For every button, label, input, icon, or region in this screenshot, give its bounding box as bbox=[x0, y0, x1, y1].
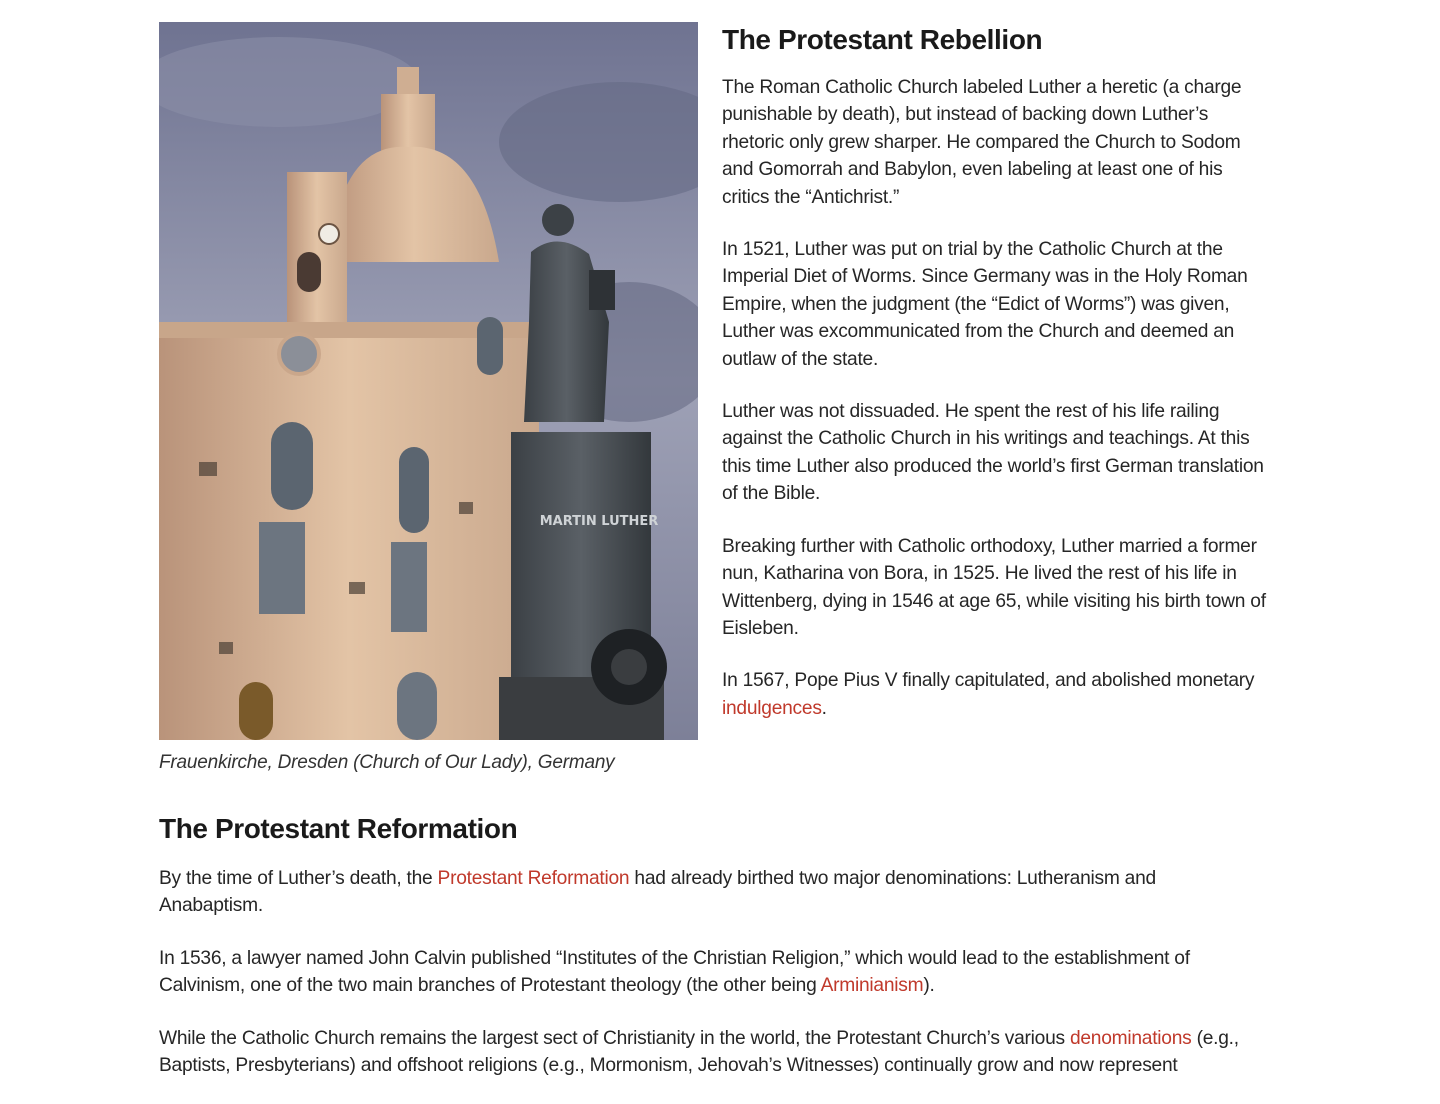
rebellion-paragraph-2: In 1521, Luther was put on trial by the Catholic Church at the Imperial Diet of Worms. Since Germany was in the Holy Roman Empire, when the judgment (the “Edict of Worms”) was given, Luther was excommunicated from the Church and deemed an outlaw of the state. bbox=[722, 239, 1248, 370]
r1-text-after: had already birthed two major denominations: Lutheranism and Anabaptism. bbox=[159, 868, 1156, 917]
rebellion-section bbox=[722, 24, 1267, 747]
rebellion-paragraph-1: The Roman Catholic Church labeled Luther a heretic (a charge punishable by death), but instead of backing down Luther’s rhetoric only grew sharper. He compared the Church to Sodom and Gomorrah and Babylon, even labeling at least one of his critics the “Antichrist.” bbox=[722, 77, 1242, 208]
r3-text-before: While the Catholic Church remains the largest sect of Christianity in the world, the Protestant Church’s various bbox=[159, 1027, 1070, 1049]
rebellion-paragraph-3: Luther was not dissuaded. He spent the rest of his life railing against the Catholic Church in his writings and teachings. At this this time Luther also produced the world’s first German translation of the Bible. bbox=[722, 401, 1264, 505]
rebellion-paragraph-5 bbox=[722, 667, 1267, 722]
arminianism-link[interactable]: Arminianism bbox=[820, 975, 924, 997]
figure-caption: Frauenkirche, Dresden (Church of Our Lady), Germany bbox=[159, 752, 615, 773]
reformation-paragraph-1 bbox=[159, 865, 1249, 920]
reformation-heading: The Protestant Reformation bbox=[159, 813, 518, 844]
reformation-section bbox=[159, 813, 1249, 1104]
denominations-link[interactable]: denominations bbox=[1069, 1027, 1192, 1049]
r2-text-after: ). bbox=[923, 975, 935, 997]
p5-text-before: In 1567, Pope Pius V finally capitulated, and abolished monetary bbox=[722, 670, 1255, 692]
article-figure bbox=[159, 22, 698, 774]
r3-text-after: (e.g., Baptists, Presbyterians) and offshoot religions (e.g., Mormonism, Jehovah’s Witnesses) continually grow and now represent bbox=[159, 1027, 1239, 1077]
protestant-reformation-link[interactable]: Protestant Reformation bbox=[437, 868, 630, 889]
frauenkirche-luther-photo bbox=[159, 22, 698, 740]
reformation-paragraph-3 bbox=[159, 1025, 1249, 1080]
plaque-text: MARTIN LUTHER bbox=[539, 514, 659, 529]
r1-text-before: By the time of Luther’s death, the bbox=[159, 868, 438, 889]
rebellion-paragraph-4: Breaking further with Catholic orthodoxy, Luther married a former nun, Katharina von Bora, in 1525. He lived the rest of his life in Wittenberg, dying in 1546 at age 65, while visiting his birth town of Eisleben. bbox=[722, 535, 1266, 639]
p5-text-after: . bbox=[821, 697, 827, 719]
r2-text-before: In 1536, a lawyer named John Calvin published “Institutes of the Christian Religion,” which would lead to the establishment of Calvinism, one of the two main branches of Protestant theology (the other being bbox=[159, 947, 1190, 997]
rebellion-heading: The Protestant Rebellion bbox=[722, 24, 1043, 55]
reformation-paragraph-2 bbox=[159, 945, 1249, 1000]
indulgences-link[interactable]: indulgences bbox=[722, 697, 822, 719]
